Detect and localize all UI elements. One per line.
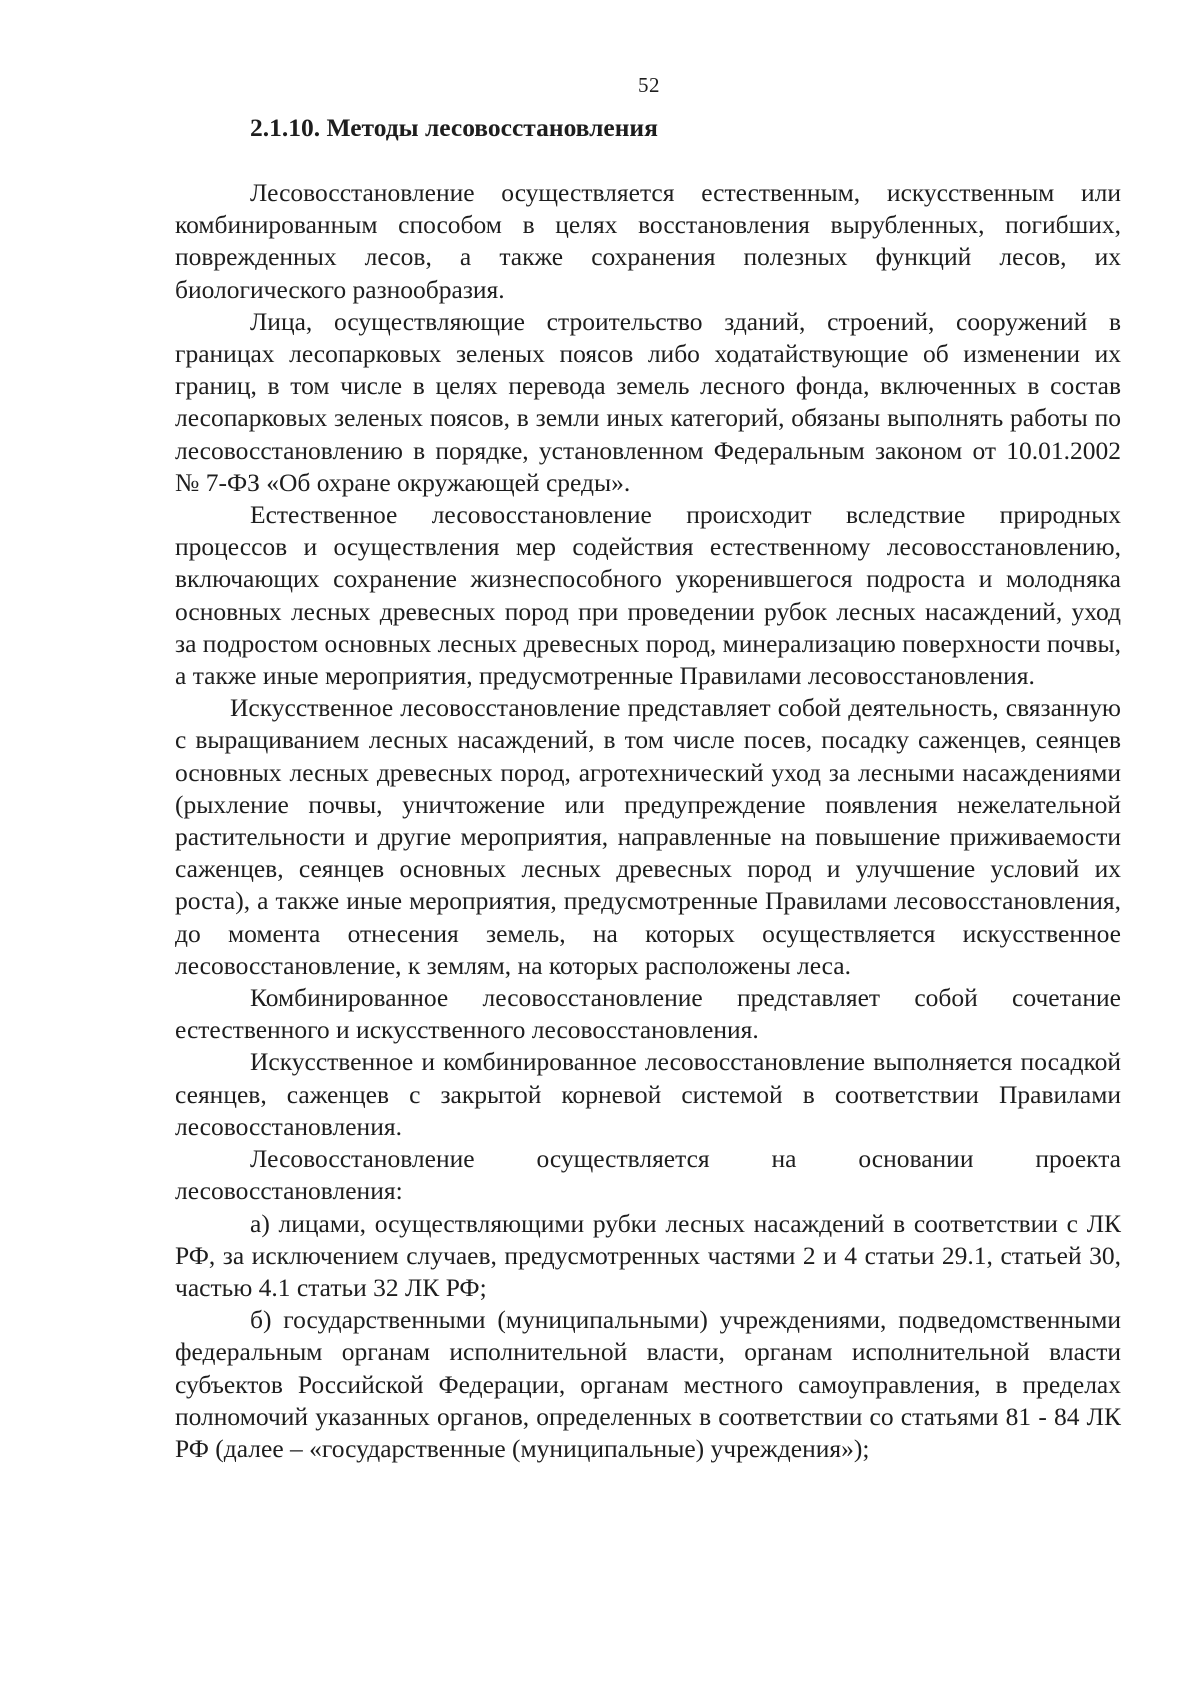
paragraph-project-basis: Лесовосстановление осуществляется на основании проекта лесовосстановления:	[175, 1144, 1121, 1206]
paragraph-item-a: а) лицами, осуществляющими рубки лесных насаждений в соответствии с ЛК РФ, за исключением случаев, предусмотренных частями 2 и 4 статьи 29.1, статьей 30, частью 4.1 статьи 32 ЛК РФ;	[175, 1208, 1121, 1302]
paragraph-item-b: б) государственными (муниципальными) учреждениями, подведомственными федеральным органам исполнительной власти, органам исполнительной власти субъектов Российской Федерации, органам местного самоуправления, в пределах полномочий указанных органов, определенных в соответствии со статьями 81 - 84 ЛК РФ (далее – «государственные (муниципальные) учреждения»);	[175, 1305, 1121, 1463]
paragraph-natural-restoration: Естественное лесовосстановление происходит вследствие природных процессов и осуществления мер содействия естественному лесовосстановлению, включающих сохранение жизнеспособного укоренившегося подроста и молодняка основных лесных древесных пород при проведении рубок лесных насаждений, уход за подростом основных лесных древесных пород, минерализацию поверхности почвы, а также иные мероприятия, предусмотренные Правилами лесовосстановления.	[175, 500, 1121, 691]
paragraph-artificial-restoration: Искусственное лесовосстановление представляет собой деятельность, связанную с выращиванием лесных насаждений, в том числе посев, посадку саженцев, сеянцев основных лесных древесных пород, агротехнический уход за лесными насаждениями (рыхление почвы, уничтожение или предупреждение появления нежелательной растительности и другие мероприятия, направленные на повышение приживаемости саженцев, сеянцев основных лесных древесных пород и улучшение условий их роста), а также иные мероприятия, предусмотренные Правилами лесовосстановления, до момента отнесения земель, на которых осуществляется искусственное лесовосстановление, к землям, на которых расположены леса.	[175, 693, 1121, 980]
body-text	[175, 177, 1121, 1465]
paragraph-planting-method: Искусственное и комбинированное лесовосстановление выполняется посадкой сеянцев, саженцев с закрытой корневой системой в соответствии Правилами лесовосстановления.	[175, 1047, 1121, 1141]
paragraph-combined-restoration: Комбинированное лесовосстановление представляет собой сочетание естественного и искусственного лесовосстановления.	[175, 983, 1121, 1045]
page-number: 52	[638, 73, 660, 97]
paragraph-methods-overview: Лесовосстановление осуществляется естественным, искусственным или комбинированным способом в целях восстановления вырубленных, погибших, поврежденных лесов, а также сохранения полезных функций лесов, их биологического разнообразия.	[175, 178, 1121, 304]
section-heading: 2.1.10. Методы лесовосстановления	[250, 113, 658, 142]
paragraph-greenbelt-obligations: Лица, осуществляющие строительство зданий, строений, сооружений в границах лесопарковых зеленых поясов либо ходатайствующие об изменении их границ, в том числе в целях перевода земель лесного фонда, включенных в состав лесопарковых зеленых поясов, в земли иных категорий, обязаны выполнять работы по лесовосстановлению в порядке, установленном Федеральным законом от 10.01.2002 № 7-ФЗ «Об охране окружающей среды».	[175, 306, 1121, 497]
